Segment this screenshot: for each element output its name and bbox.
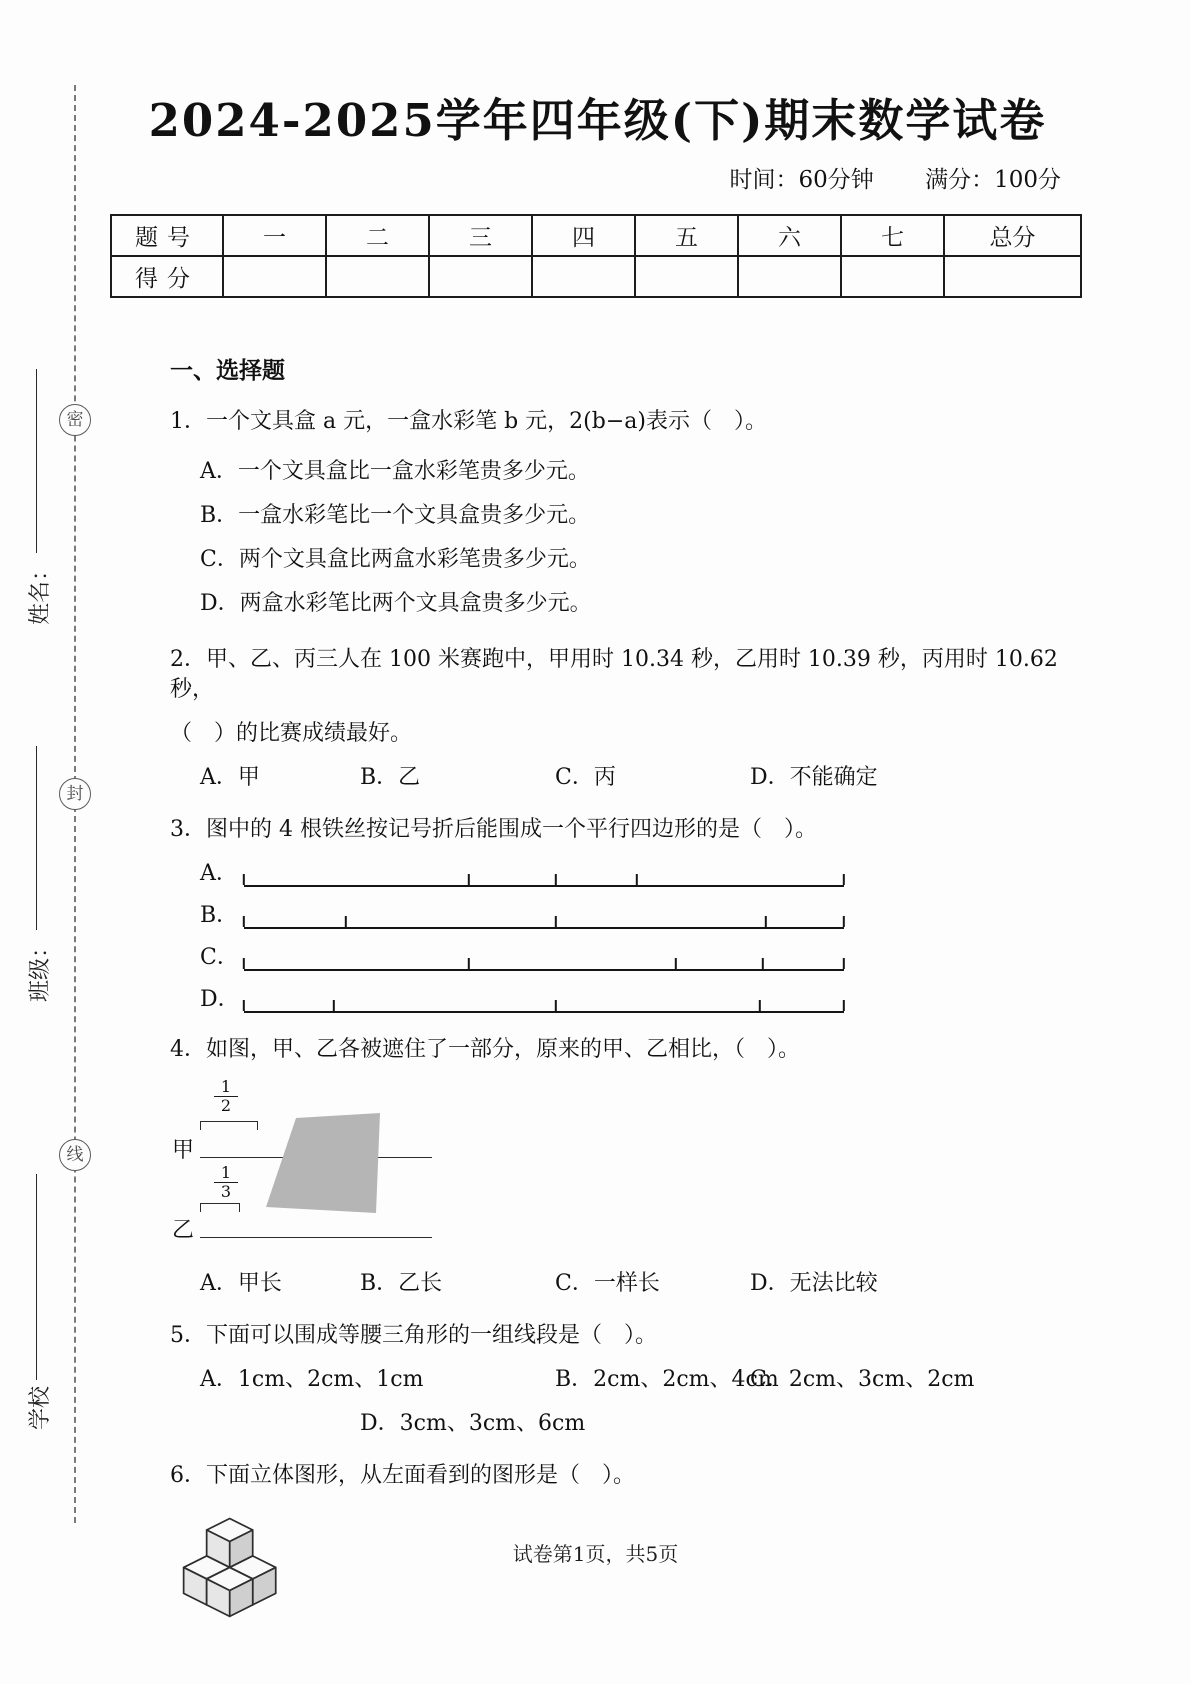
score-table-header-cell: 题号 <box>111 215 223 256</box>
strip-yi-label: 乙 <box>172 1218 195 1243</box>
score-table-header-cell: 四 <box>532 215 635 256</box>
question-5-options-row2 <box>170 1409 1085 1439</box>
score-cell <box>841 256 944 297</box>
measure-brace <box>200 1203 240 1212</box>
wire-label: A． <box>200 861 238 886</box>
question-2-option-c: C．丙 <box>555 765 616 790</box>
score-cell <box>326 256 429 297</box>
question-4 <box>170 1035 1085 1299</box>
question-5-option-d: D．3cm、3cm、6cm <box>360 1411 586 1436</box>
score-table-header-row <box>111 215 1081 256</box>
score-table <box>110 214 1082 298</box>
fraction-denominator: 2 <box>220 1096 232 1115</box>
wire-line <box>244 955 844 971</box>
strip-jia-label: 甲 <box>172 1138 195 1163</box>
score-table-header-cell: 一 <box>223 215 326 256</box>
wire-line <box>244 997 844 1013</box>
seal-school-field <box>24 1170 52 1430</box>
question-4-options <box>170 1269 1085 1299</box>
strip-yi-line <box>200 1237 432 1238</box>
score-table-header-cell: 七 <box>841 215 944 256</box>
question-6-stem: 6．下面立体图形，从左面看到的图形是（ ）。 <box>170 1463 635 1488</box>
seal-school-label: 学校 <box>27 1385 53 1430</box>
score-cell <box>944 256 1081 297</box>
question-4-option-b: B．乙长 <box>360 1271 443 1296</box>
question-5-option-c: C．2cm、3cm、2cm <box>750 1367 975 1392</box>
question-2-stem-line1: 2．甲、乙、丙三人在 100 米赛跑中，甲用时 10.34 秒，乙用时 10.39 秒，丙用时 10.62 秒， <box>170 647 1058 702</box>
section-heading: 一、选择题 <box>170 357 285 384</box>
question-2-stem-line2: （ ）的比赛成绩最好。 <box>170 721 413 746</box>
question-3-wire-c <box>200 943 1085 971</box>
score-table-header-cell: 六 <box>738 215 841 256</box>
gray-cover-shape <box>266 1113 384 1213</box>
seal-class-label: 班级： <box>27 935 53 1002</box>
seal-name-blank-line <box>36 369 37 553</box>
question-1-stem: 1．一个文具盒 a 元，一盒水彩笔 b 元，2(b−a)表示（ ）。 <box>170 409 767 434</box>
wire-label: D． <box>200 987 240 1012</box>
seal-name-label: 姓名： <box>27 558 53 625</box>
fraction-one-third <box>214 1165 238 1200</box>
question-2-option-b: B．乙 <box>360 765 421 790</box>
question-4-option-c: C．一样长 <box>555 1271 660 1296</box>
question-5-options-row1 <box>170 1365 1085 1395</box>
wire-line <box>244 913 844 929</box>
score-cell <box>532 256 635 297</box>
question-2-option-a: A．甲 <box>200 765 260 790</box>
score-cell <box>429 256 532 297</box>
question-1-option-d: D．两盒水彩笔比两个文具盒贵多少元。 <box>200 591 592 616</box>
score-cell <box>635 256 738 297</box>
fraction-denominator: 3 <box>220 1182 232 1201</box>
seal-name-field <box>24 365 52 625</box>
measure-brace <box>200 1121 258 1130</box>
exam-meta <box>110 161 1085 194</box>
seal-stamp-mi: 密 <box>59 404 91 436</box>
score-table-header-cell: 二 <box>326 215 429 256</box>
question-1-option-b: B．一盒水彩笔比一个文具盒贵多少元。 <box>200 503 591 528</box>
fraction-one-half <box>214 1079 238 1114</box>
question-4-stem: 4．如图，甲、乙各被遮住了一部分，原来的甲、乙相比，（ ）。 <box>170 1037 800 1062</box>
seal-school-blank-line <box>36 1174 37 1380</box>
question-5-stem: 5．下面可以围成等腰三角形的一组线段是（ ）。 <box>170 1323 657 1348</box>
question-4-option-d: D．无法比较 <box>750 1271 878 1296</box>
fraction-numerator: 1 <box>214 1165 238 1183</box>
exam-time: 时间：60分钟 <box>729 167 874 193</box>
page-footer: 试卷第1页，共5页 <box>512 1542 679 1566</box>
question-5-option-b: B．2cm、2cm、4cm <box>555 1367 779 1392</box>
question-3 <box>170 815 1085 1013</box>
score-table-header-cell: 总分 <box>944 215 1081 256</box>
question-5-option-a: A．1cm、2cm、1cm <box>200 1367 424 1392</box>
score-table-header-cell: 五 <box>635 215 738 256</box>
question-3-wire-d <box>200 985 1085 1013</box>
score-table-header-cell: 三 <box>429 215 532 256</box>
exam-full-score: 满分：100分 <box>925 167 1061 193</box>
question-4-option-a: A．甲长 <box>200 1271 282 1296</box>
exam-content <box>110 0 1085 1631</box>
question-2-option-d: D．不能确定 <box>750 765 878 790</box>
wire-label: C． <box>200 945 239 970</box>
wire-label: B． <box>200 903 239 928</box>
score-row-label: 得分 <box>111 256 223 297</box>
question-4-figure <box>170 1079 490 1269</box>
fraction-numerator: 1 <box>214 1079 238 1097</box>
question-3-stem: 3．图中的 4 根铁丝按记号折后能围成一个平行四边形的是（ ）。 <box>170 817 817 842</box>
score-table-score-row <box>111 256 1081 297</box>
wire-line <box>244 871 844 887</box>
question-3-wire-a <box>200 859 1085 887</box>
seal-class-blank-line <box>36 746 37 930</box>
question-2 <box>170 645 1085 793</box>
question-1 <box>170 407 1085 619</box>
question-3-wire-b <box>200 901 1085 929</box>
seal-stamp-xian: 线 <box>59 1139 91 1171</box>
seal-stamp-feng: 封 <box>59 778 91 810</box>
score-cell <box>223 256 326 297</box>
question-1-option-a: A．一个文具盒比一盒水彩笔贵多少元。 <box>200 459 590 484</box>
question-5 <box>170 1321 1085 1439</box>
seal-class-field <box>24 742 52 1002</box>
page-title: 2024-2025学年四年级(下)期末数学试卷 <box>148 94 1047 147</box>
question-1-option-c: C．两个文具盒比两盒水彩笔贵多少元。 <box>200 547 591 572</box>
score-cell <box>738 256 841 297</box>
question-2-options <box>170 763 1085 793</box>
